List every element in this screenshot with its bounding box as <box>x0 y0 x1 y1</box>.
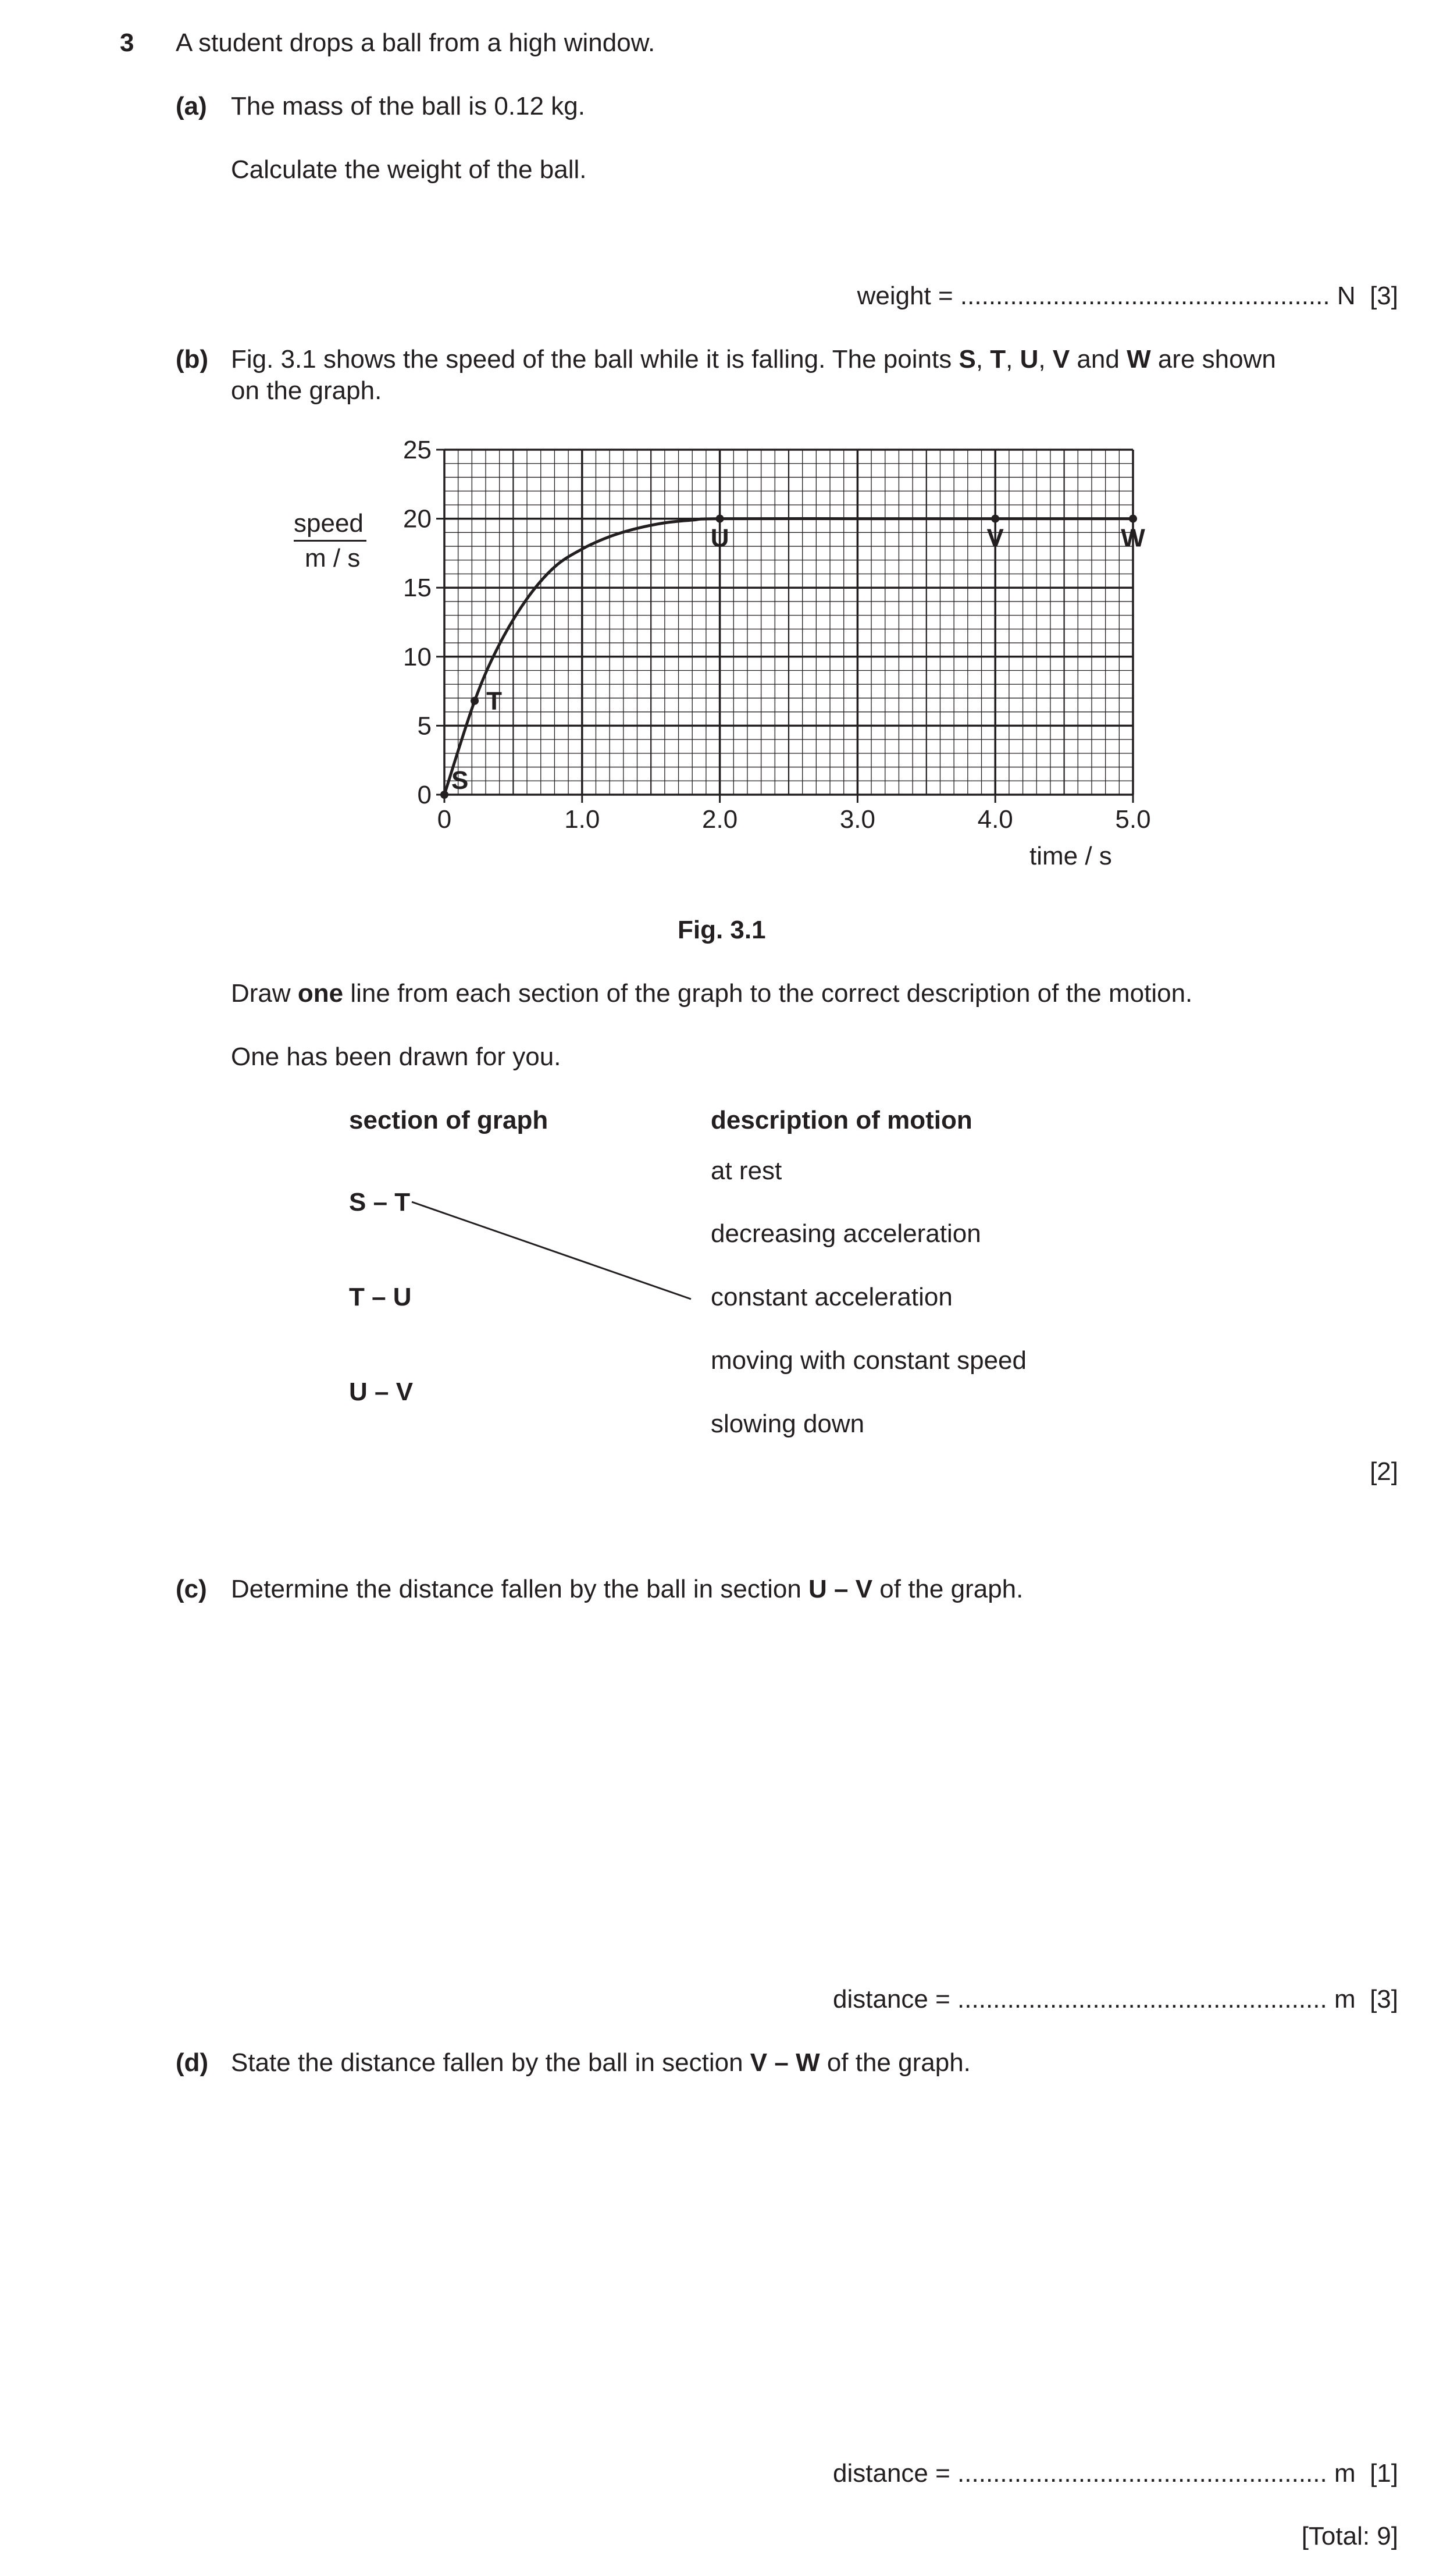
point-label-w: W <box>1121 524 1145 553</box>
x-tick-label: 3.0 <box>839 805 875 834</box>
y-axis-label: speed <box>294 509 364 538</box>
part-c-text: Determine the distance fallen by the ball in section U – V of the graph. <box>231 1575 1024 1603</box>
answer-unit: m <box>1334 2459 1356 2488</box>
section-u-v[interactable]: U – V <box>349 1378 414 1406</box>
answer-dots[interactable]: .................................................... <box>960 282 1330 310</box>
part-b-marks: [2] <box>1370 1457 1398 1486</box>
answer-unit: m <box>1334 1985 1356 2013</box>
question-stem: A student drops a ball from a high window. <box>176 29 655 57</box>
y-tick-label: 25 <box>403 436 432 464</box>
point-label-v: V <box>986 524 1004 553</box>
point-label-s: S <box>451 766 469 795</box>
marks: [3] <box>1370 282 1398 310</box>
x-tick-label: 4.0 <box>977 805 1013 834</box>
point-label-u: U <box>710 524 729 553</box>
part-d-text: State the distance fallen by the ball in section V – W of the graph. <box>231 2048 971 2077</box>
column-header-description: description of motion <box>711 1106 972 1134</box>
answer-label: distance = <box>833 1985 950 2013</box>
answer-dots[interactable]: .................................................... <box>957 2459 1327 2488</box>
y-tick-label: 20 <box>403 504 432 533</box>
part-b-intro: Fig. 3.1 shows the speed of the ball while it is falling. The points S, T, U, V and W are shown <box>231 345 1276 373</box>
marks: [3] <box>1370 1985 1398 2013</box>
x-tick-label: 2.0 <box>702 805 738 834</box>
description-decreasing-acceleration[interactable]: decreasing acceleration <box>711 1219 981 1248</box>
part-a-line1: The mass of the ball is 0.12 kg. <box>231 92 585 120</box>
marks: [1] <box>1370 2459 1398 2488</box>
section-t-u[interactable]: T – U <box>349 1283 412 1311</box>
x-tick-label: 1.0 <box>564 805 600 834</box>
answer-dots[interactable]: .................................................... <box>957 1985 1327 2013</box>
column-header-section: section of graph <box>349 1106 548 1134</box>
x-axis-label: time / s <box>1029 842 1112 870</box>
part-b-intro-line2: on the graph. <box>231 376 382 405</box>
description-at-rest[interactable]: at rest <box>711 1157 782 1185</box>
section-s-t[interactable]: S – T <box>349 1188 411 1216</box>
part-a-label: (a) <box>176 92 207 120</box>
part-a-line2: Calculate the weight of the ball. <box>231 155 587 184</box>
x-tick-label: 0 <box>437 805 452 834</box>
part-d-answer-line <box>833 2461 1398 2486</box>
part-c-label: (c) <box>176 1575 207 1603</box>
description-constant-speed[interactable]: moving with constant speed <box>711 1346 1027 1375</box>
part-b-label: (b) <box>176 345 209 373</box>
point-label-t: T <box>486 686 502 716</box>
answer-label: distance = <box>833 2459 950 2488</box>
description-constant-acceleration[interactable]: constant acceleration <box>711 1283 953 1311</box>
answer-unit: N <box>1337 282 1356 310</box>
description-slowing-down[interactable]: slowing down <box>711 1410 865 1438</box>
y-tick-label: 0 <box>417 781 432 809</box>
part-c-answer-line <box>833 1987 1398 2012</box>
question-total: [Total: 9] <box>1301 2522 1398 2550</box>
y-axis-unit: m / s <box>305 544 361 572</box>
question-number: 3 <box>120 29 134 57</box>
part-b-instruction: Draw one line from each section of the graph to the correct description of the motion. <box>231 979 1193 1008</box>
y-tick-label: 10 <box>403 642 432 671</box>
figure-caption: Fig. 3.1 <box>678 916 766 944</box>
x-tick-label: 5.0 <box>1115 805 1151 834</box>
y-tick-label: 5 <box>417 711 432 741</box>
part-b-instruction-line2: One has been drawn for you. <box>231 1043 561 1071</box>
y-tick-label: 15 <box>403 574 432 603</box>
answer-label: weight = <box>857 282 953 310</box>
part-d-label: (d) <box>176 2048 209 2077</box>
